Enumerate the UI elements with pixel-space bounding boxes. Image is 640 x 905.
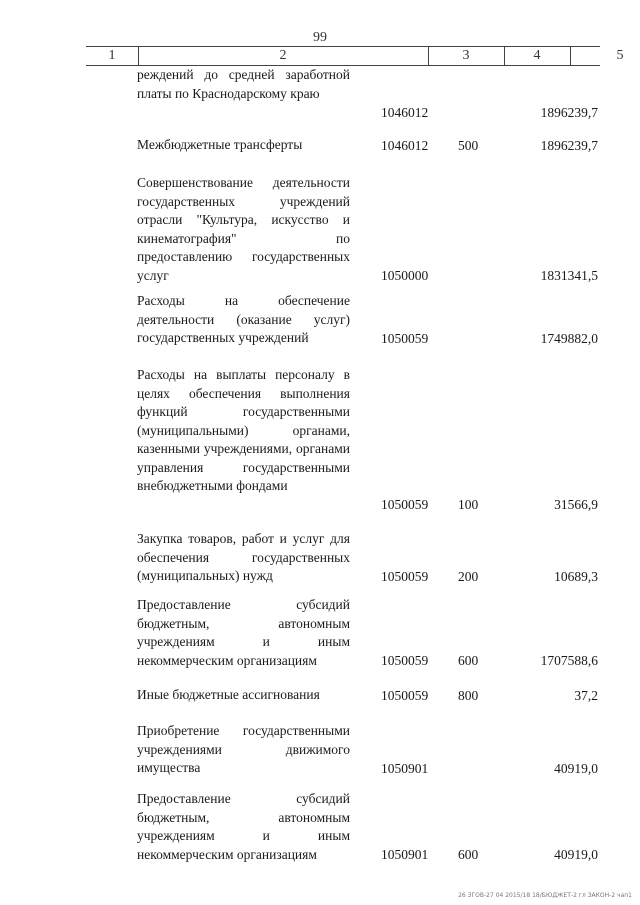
row-amount: 40919,0 (554, 846, 598, 862)
row-amount: 1896239,7 (540, 137, 598, 153)
table-row (0, 174, 640, 285)
column-header-2: 2 (279, 48, 287, 63)
row-type: 100 (458, 496, 479, 512)
row-amount: 1896239,7 (540, 104, 598, 120)
row-code: 1050059 (381, 652, 429, 668)
table-row (0, 790, 640, 864)
row-amount: 37,2 (574, 687, 598, 703)
row-code: 1050059 (381, 496, 429, 512)
row-type: 800 (458, 687, 479, 703)
table-row (0, 66, 640, 122)
row-amount: 31566,9 (554, 496, 598, 512)
column-header-5: 5 (616, 48, 624, 63)
row-description: Расходы на обеспечение деятельности (оказание услуг) государственных учреждений (137, 293, 350, 345)
table-row (0, 292, 640, 348)
print-stamp: 26 ЗГОВ-27 04 2015/18 18/БЮДЖЕТ-2 гл ЗАКОН-2 чап1 (458, 892, 632, 899)
table-header (86, 46, 624, 66)
row-type: 500 (458, 137, 479, 153)
row-code: 1050059 (381, 330, 429, 346)
row-description: Межбюджетные трансферты (137, 137, 303, 152)
row-description: Приобретение государственными учреждениями движимого имущества (137, 723, 350, 775)
row-type: 600 (458, 846, 479, 862)
row-amount: 1831341,5 (540, 267, 598, 283)
row-description: Совершенствование деятельности государственных учреждений отрасли "Культура, искусство и кинематография" по предоставлению государственных услуг (137, 175, 350, 283)
row-description: Закупка товаров, работ и услуг для обеспечения государственных (муниципальных) нужд (137, 531, 350, 583)
table-row (0, 136, 640, 155)
row-description: Предоставление субсидий бюджетным, автономным учреждениям и иным некоммерческим организациям (137, 597, 350, 668)
table-row (0, 686, 640, 705)
row-amount: 1749882,0 (540, 330, 598, 346)
column-header-1: 1 (108, 48, 116, 63)
row-code: 1050901 (381, 760, 429, 776)
row-amount: 40919,0 (554, 760, 598, 776)
table-row (0, 596, 640, 670)
row-description: Предоставление субсидий бюджетным, автономным учреждениям и иным некоммерческим организациям (137, 791, 350, 862)
row-type: 200 (458, 568, 479, 584)
column-header-4: 4 (533, 48, 541, 63)
table-row (0, 366, 640, 514)
row-code: 1046012 (381, 137, 429, 153)
row-code: 1050059 (381, 687, 429, 703)
row-code: 1050000 (381, 267, 429, 283)
row-amount: 1707588,6 (540, 652, 598, 668)
row-description: реждений до средней заработной платы по Краснодарскому краю (137, 67, 350, 101)
table-row (0, 530, 640, 586)
row-code: 1046012 (381, 104, 429, 120)
row-code: 1050901 (381, 846, 429, 862)
row-description: Иные бюджетные ассигнования (137, 687, 320, 702)
column-header-3: 3 (462, 48, 470, 63)
row-amount: 10689,3 (554, 568, 598, 584)
page-number: 99 (313, 30, 327, 45)
row-code: 1050059 (381, 568, 429, 584)
row-type: 600 (458, 652, 479, 668)
table-row (0, 722, 640, 778)
row-description: Расходы на выплаты персоналу в целях обеспечения выполнения функций государственными (муниципальными) органами, казенными учреждениями, органами управления государственными внебюджетными фондами (137, 367, 350, 493)
